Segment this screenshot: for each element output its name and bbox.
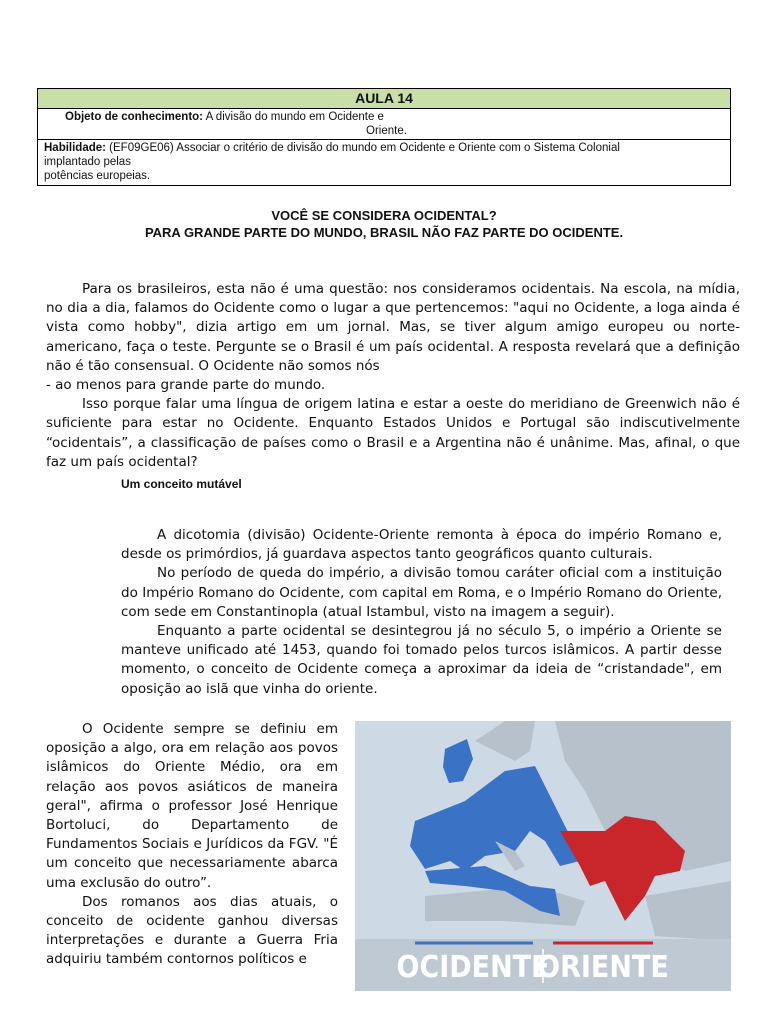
roman-empire-map xyxy=(355,721,731,991)
paragraph-4: No período de queda do império, a divisão tomou caráter oficial com a instituição do Império Romano do Ocidente, com capital em Roma, e o Império Romano do Oriente, com sede em Constantinopla (atual Istambul, visto na imagem a seguir). xyxy=(121,565,722,620)
paragraph-5: Enquanto a parte ocidental se desintegrou já no século 5, o império a Oriente se manteve unificado até 1453, quando foi tomado pelos turcos islâmicos. A partir desse momento, o conceito de Ocidente começa a aproximar da ideia de “cristandade", em oposição ao islã que vinha do oriente. xyxy=(121,623,722,697)
label-oriente: ORIENTE xyxy=(537,950,669,985)
map-svg xyxy=(355,721,731,991)
paragraph-6: O Ocidente sempre se definiu em oposição a algo, ora em relação aos povos islâmicos do Oriente Médio, ora em relação aos povos asiáticos de maneira geral", afirma o professor José Henrique Bortoluci, do Departamento de Fundamentos Sociais e Jurídicos da FGV. "É um conceito que necessariamente abarca uma exclusão do outro”. xyxy=(46,721,338,891)
objeto-label: Objeto de conhecimento: xyxy=(65,111,204,123)
objeto-text: A divisão do mundo em Ocidente e xyxy=(203,111,384,123)
label-ocidente: OCIDENTE xyxy=(396,950,550,985)
paragraph-1b: - ao menos para grande parte do mundo. xyxy=(46,377,326,394)
paragraph-3: A dicotomia (divisão) Ocidente-Oriente remonta à época do império Romano e, desde os primórdios, já guardava aspectos tanto geográficos quanto culturais. xyxy=(121,527,722,563)
concept-text xyxy=(121,526,722,699)
habilidade-text-cont: implantado pelas xyxy=(44,156,131,168)
habilidade-row xyxy=(38,140,730,185)
habilidade-label: Habilidade: xyxy=(44,142,106,154)
side-text xyxy=(46,720,338,970)
paragraph-2: Isso porque falar uma língua de origem latina e estar a oeste do meridiano de Greenwich não é suficiente para estar no Ocidente. Enquanto Estados Unidos e Portugal são indiscutivelmente “ocidentais”, a classificação de países como o Brasil e a Argentina não é unânime. Mas, afinal, o que faz um país ocidental? xyxy=(46,396,740,470)
lesson-title: AULA 14 xyxy=(38,89,730,109)
objeto-row xyxy=(38,109,730,140)
intro-text xyxy=(46,280,740,472)
habilidade-text-end: potências europeias. xyxy=(44,170,151,182)
paragraph-7: Dos romanos aos dias atuais, o conceito de ocidente ganhou diversas interpretações e durante a Guerra Fria adquiriu também contornos políticos e xyxy=(46,893,338,968)
headline-statement: PARA GRANDE PARTE DO MUNDO, BRASIL NÃO FAZ PARTE DO OCIDENTE. xyxy=(144,225,624,240)
headline-question: VOCÊ SE CONSIDERA OCIDENTAL? xyxy=(271,208,497,223)
section-subhead: Um conceito mutável xyxy=(121,477,242,491)
habilidade-text: (EF09GE06) Associar o critério de divisão do mundo em Ocidente e Oriente com o Sistema Colonial xyxy=(105,142,620,154)
paragraph-1: Para os brasileiros, esta não é uma questão: nos consideramos ocidentais. Na escola, na mídia, no dia a dia, falamos do Ocidente como o lugar a que pertencemos: "aqui no Ocidente, a loga ainda é vista como hobby", dizia artigo em um jornal. Mas, se tiver algum amigo europeu ou norte- americano, faça o teste. Pergunte se o Brasil é um país ocidental. A resposta revelará que a definição não é tão consensual. O Ocidente não somos nós xyxy=(46,281,740,374)
objeto-text-cont: Oriente. xyxy=(366,125,407,137)
lesson-header-table xyxy=(37,88,731,186)
